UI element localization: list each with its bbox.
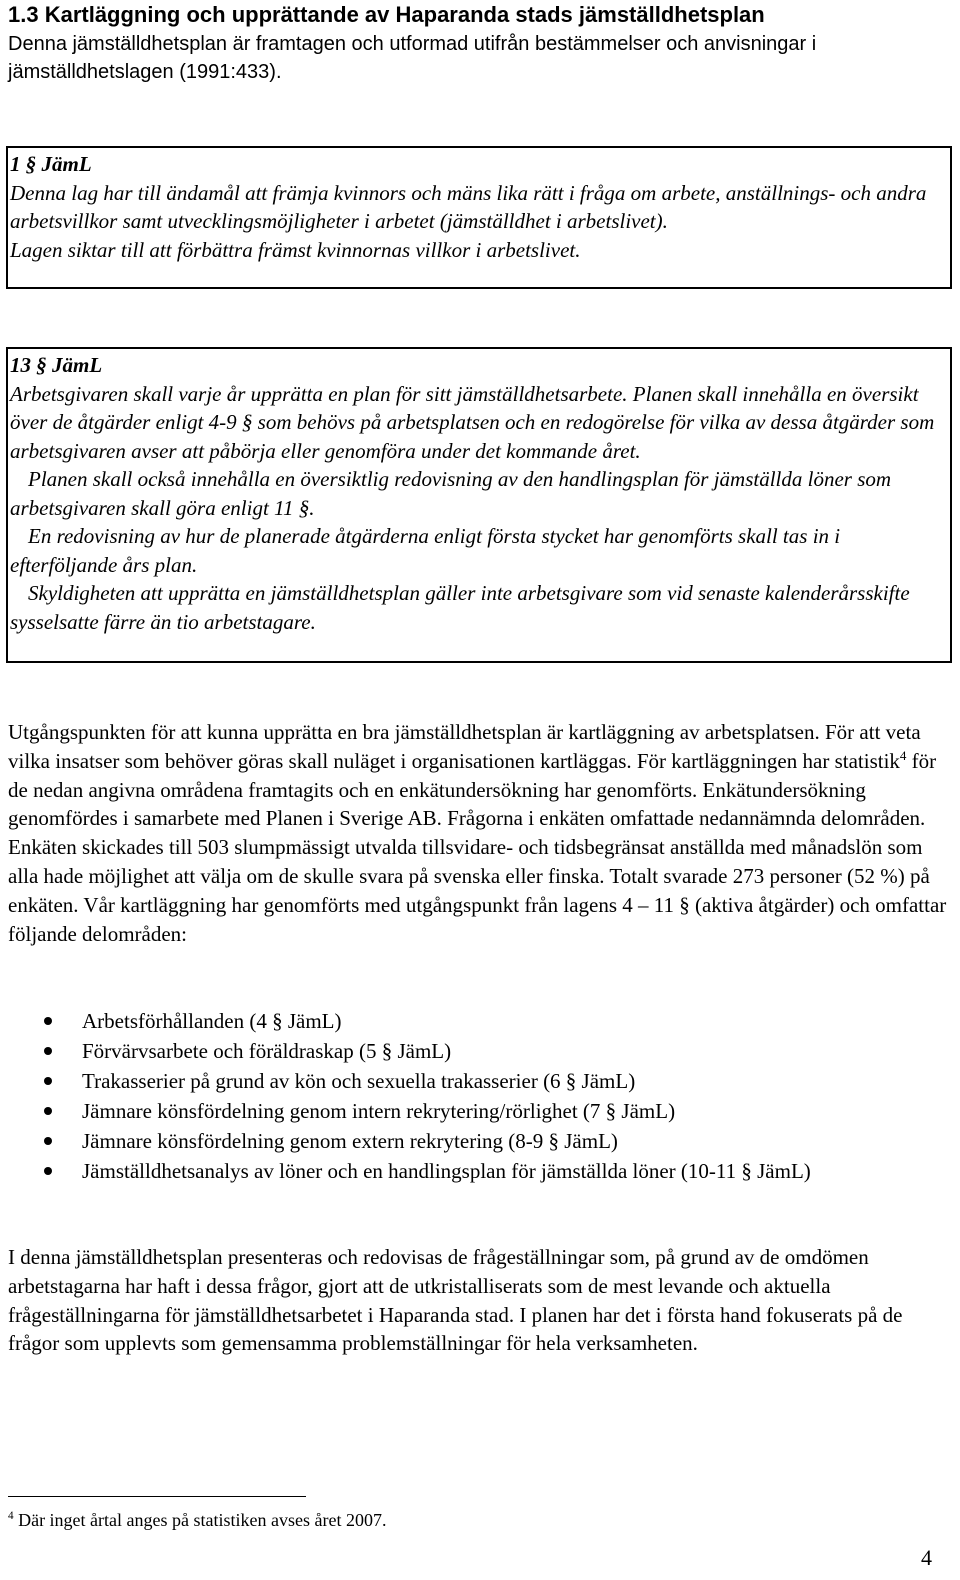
law-box-2-line-1: Arbetsgivaren skall varje år upprätta en plan för sitt jämställdhetsarbete. Planen skall innehålla en översikt över de åtgärder enligt 4-9 § som behövs på arbetsplatsen och en redogörelse för vilka av dessa åtgärder som arbetsgivaren avser att påbörja eller genomföra under det kommande året.	[10, 381, 935, 463]
footnote-marker: 4	[8, 1510, 14, 1522]
law-quote-box-1	[6, 146, 952, 289]
list-item: Förvärvsarbete och föräldraskap (5 § JämL)	[8, 1036, 908, 1066]
bullet-icon	[44, 1047, 52, 1055]
law-box-2-title: 13 § JämL	[10, 353, 103, 377]
list-item: Trakasserier på grund av kön och sexuella trakasserier (6 § JämL)	[8, 1066, 908, 1096]
bullet-icon	[44, 1077, 52, 1085]
footnote-text: Där inget årtal anges på statistiken avses året 2007.	[13, 1510, 387, 1530]
footnote-reference[interactable]: 4	[899, 747, 907, 763]
law-box-1-line-1: Denna lag har till ändamål att främja kvinnors och mäns lika rätt i fråga om arbete, anställnings- och andra arbetsvillkor samt utvecklingsmöjligheter i arbetet (jämställdhet i arbetslivet).	[10, 180, 927, 233]
bullet-icon	[44, 1107, 52, 1115]
paragraph-1-part-2: för de nedan angivna områdena framtagits och en enkätundersökning har genomförts. Enkätundersökning genomfördes i samarbete med Planen i Sverige AB. Frågorna i enkäten omfattade nedannämnda delområden. Enkäten skickades till 503 slumpmässigt utvalda tillsvidare- och tidsbegränsat anställda med månadslön som alla hade möjlighet att välja om de skulle svara på svenska eller finska. Totalt svarade 273 personer (52 %) på enkäten. Vår kartläggning har genomförts med utgångspunkt från lagens 4 – 11 § (aktiva åtgärder) och omfattar följande delområden:	[8, 748, 947, 946]
bullet-icon	[44, 1017, 52, 1025]
section-heading: 1.3 Kartläggning och upprättande av Haparanda stads jämställdhetsplan	[8, 2, 765, 27]
law-box-2-line-4: Skyldigheten att upprätta en jämställdhetsplan gäller inte arbetsgivare som vid senaste kalenderårsskifte sysselsatte färre än tio arbetstagare.	[10, 581, 910, 634]
paragraph-1-part-1: Utgångspunkten för att kunna upprätta en bra jämställdhetsplan är kartläggning av arbetsplatsen. För att veta vilka insatser som behöver göras skall nuläget i organisationen kartläggas. För kartläggningen har statistik	[8, 720, 921, 773]
bullet-icon	[44, 1167, 52, 1175]
law-box-2-line-2: Planen skall också innehålla en översiktlig redovisning av den handlingsplan för jämställda löner som arbetsgivaren skall göra enligt 11 §.	[10, 467, 892, 520]
law-box-2-line-3: En redovisning av hur de planerade åtgärderna enligt första stycket har genomförts skall tas in i efterföljande års plan.	[10, 524, 841, 577]
page-number: 4	[921, 1545, 932, 1570]
footnote	[8, 1508, 386, 1532]
intro-text: Denna jämställdhetsplan är framtagen och utformad utifrån bestämmelser och anvisningar i jämställdhetslagen (1991:433).	[8, 33, 817, 83]
subarea-list	[8, 1006, 908, 1186]
list-item: Jämnare könsfördelning genom extern rekrytering (8-9 § JämL)	[8, 1126, 908, 1156]
list-item: Jämnare könsfördelning genom intern rekrytering/rörlighet (7 § JämL)	[8, 1096, 908, 1126]
paragraph-survey	[8, 718, 948, 948]
list-item: Jämställdhetsanalys av löner och en handlingsplan för jämställda löner (10-11 § JämL)	[8, 1156, 908, 1186]
paragraph-conclusion: I denna jämställdhetsplan presenteras och redovisas de frågeställningar som, på grund av de omdömen arbetstagarna har haft i dessa frågor, gjort att de utkristalliserats som de mest levande och aktuella frågeställningarna för jämställdhetsarbetet i Haparanda stad. I planen har det i första hand fokuserats på de frågor som upplevts som gemensamma problemställningar för hela verksamheten.	[8, 1245, 903, 1356]
list-item: Arbetsförhållanden (4 § JämL)	[8, 1006, 908, 1036]
law-box-1-title: 1 § JämL	[10, 152, 92, 176]
bullet-icon	[44, 1137, 52, 1145]
law-quote-box-2	[6, 347, 952, 663]
law-box-1-line-2: Lagen siktar till att förbättra främst kvinnornas villkor i arbetslivet.	[10, 237, 581, 262]
footnote-divider	[8, 1496, 306, 1497]
